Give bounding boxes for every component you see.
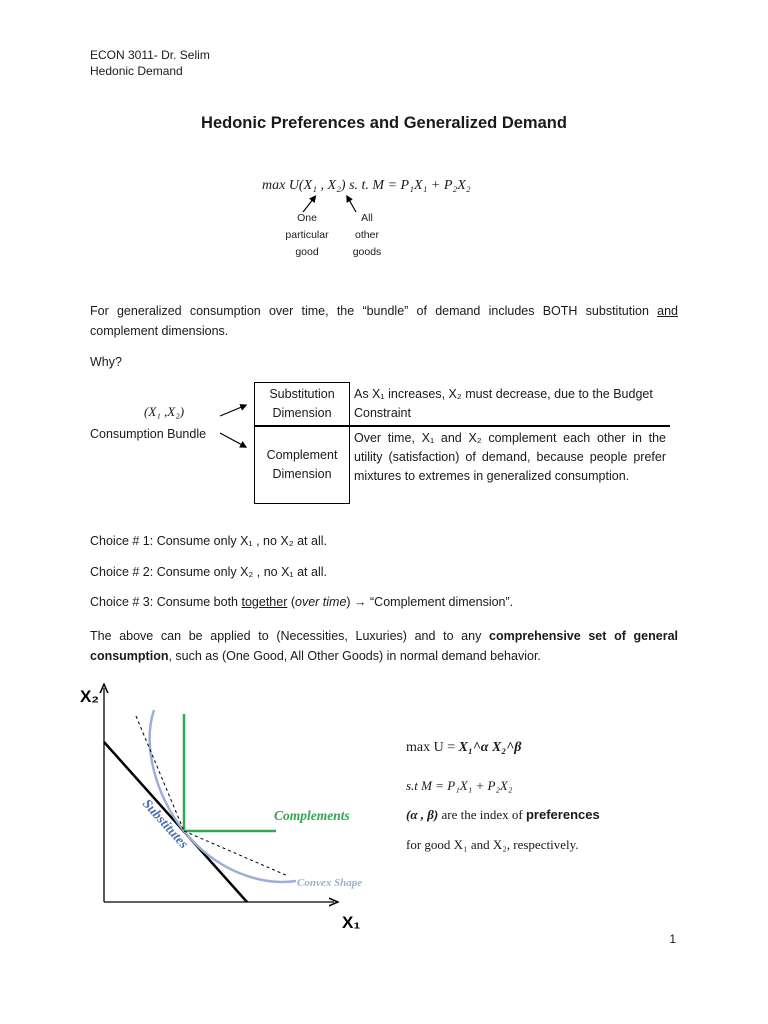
complement-name: Complement Dimension	[255, 426, 350, 504]
dimensions-table	[254, 382, 670, 504]
page-number: 1	[669, 932, 676, 946]
tangent-dashed-2	[184, 831, 288, 876]
complement-desc: Over time, X₁ and X₂ complement each other in the utility (satisfaction) of demand, because people prefer mixtures to extremes in generalized consumption.	[350, 426, 671, 504]
substitution-row	[255, 383, 671, 427]
label-all-other-goods	[344, 210, 390, 261]
course-header: ECON 3011- Dr. Selim	[90, 48, 210, 62]
for-goods-line: for good X₁ and X₂, respectively.	[406, 837, 579, 852]
convex-label: Convex Shape	[297, 877, 363, 889]
complement-row	[255, 426, 671, 504]
choice-2: Choice # 2: Consume only X₂ , no X₁ at all.	[90, 565, 327, 579]
choice-3-paren-close: )	[346, 595, 355, 609]
bundle-symbol: (X₁ ,X₂)	[144, 404, 185, 419]
substitution-name: Substitution Dimension	[255, 383, 350, 427]
choice-3-paren-open: (	[287, 595, 295, 609]
choice-3-prefix: Choice # 3: Consume both	[90, 595, 242, 609]
topic-header: Hedonic Demand	[90, 64, 183, 78]
label-line: goods	[352, 246, 382, 258]
right-arrow-icon: →	[354, 595, 367, 609]
choice-1: Choice # 1: Consume only X₁ , no X₂ at all.	[90, 534, 327, 548]
why-question: Why?	[90, 355, 122, 369]
label-line: other	[355, 229, 379, 241]
applied-text-end: , such as (One Good, All Other Goods) in normal demand behavior.	[168, 649, 541, 663]
choice-3-underlined: together	[241, 595, 288, 609]
intro-paragraph	[90, 301, 678, 341]
top-formula: max U(X₁ , X₂) s. t. M = P₁X₁ + P₂X₂	[262, 178, 471, 193]
label-line: good	[295, 246, 319, 258]
bundle-label: Consumption Bundle	[90, 427, 207, 441]
index-middle: are the index of	[438, 807, 526, 822]
label-one-particular-good	[276, 210, 338, 261]
preferences-graph	[76, 676, 386, 936]
choice-3-suffix: “Complement dimension”.	[366, 595, 514, 609]
substitutes-label: Substitutes	[139, 795, 192, 852]
x-axis-label: X₁	[342, 913, 361, 932]
intro-text: For generalized consumption over time, the “bundle” of demand includes BOTH substitution	[90, 304, 658, 318]
choice-3-italic: over time	[295, 595, 347, 609]
intro-underlined: and	[657, 304, 678, 318]
arrow-to-substitution	[220, 406, 244, 416]
choice-3	[90, 595, 513, 609]
max-prefix: max U =	[406, 740, 459, 755]
utility-function: X₁^α X₂^β	[458, 740, 522, 755]
bundle-arrows	[214, 400, 256, 454]
substitution-desc: As X₁ increases, X₂ must decrease, due to the Budget Constraint	[350, 383, 671, 427]
index-bold: preferences	[525, 807, 600, 822]
intro-text-end: complement dimensions.	[90, 324, 229, 338]
convex-curve	[150, 710, 296, 882]
page-title: Hedonic Preferences and Generalized Demand	[201, 114, 567, 132]
applied-bold: comprehensive set of general consumption	[90, 629, 678, 663]
constraint-formula: s.t M = P₁X₁ + P₂X₂	[406, 778, 513, 793]
arrow-to-complement	[220, 433, 244, 446]
complements-line	[184, 714, 276, 831]
label-line: One	[297, 212, 317, 224]
applied-paragraph	[90, 626, 678, 666]
complements-label: Complements	[274, 808, 350, 823]
index-line	[406, 807, 600, 823]
y-axis-label: X₂	[80, 687, 99, 706]
label-line: All	[361, 212, 373, 224]
applied-text: The above can be applied to (Necessities, Luxuries) and to any	[90, 629, 489, 643]
index-symbols: (α , β)	[406, 807, 439, 822]
max-utility-formula	[406, 740, 521, 756]
label-line: particular	[285, 229, 329, 241]
